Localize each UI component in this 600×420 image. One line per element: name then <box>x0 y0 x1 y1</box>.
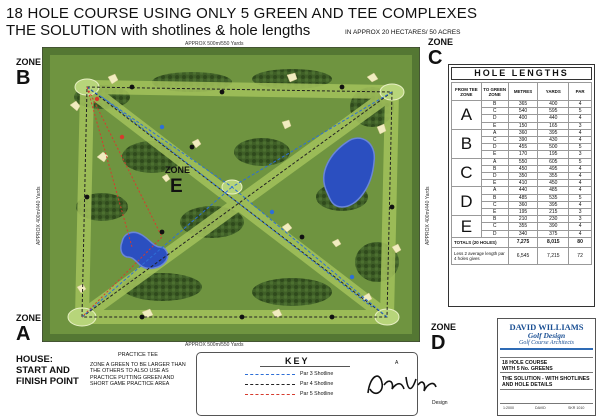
key-title: KEY <box>285 356 310 366</box>
table-cell: 165 <box>538 122 569 129</box>
title-block-divider-1 <box>500 357 593 358</box>
drawing-line-1: THE SOLUTION - WITH SHOTLINES <box>502 376 590 382</box>
practice-tee-label: PRACTICE TEE <box>118 352 158 358</box>
table-cell: 5 <box>569 144 592 151</box>
zone-a-note: ZONE A GREEN TO BE LARGER THAN THE OTHERS TO ALSO USE AS PRACTICE PUTTING GREEN AND SHORT GAME PRACTICE AREA <box>90 362 186 388</box>
row-par: 80 <box>569 237 592 247</box>
table-cell: 400 <box>508 115 538 122</box>
table-cell: 360 <box>508 129 538 136</box>
signature <box>360 363 440 403</box>
zone-b-prefix: ZONE <box>16 57 42 67</box>
brand-sub: Golf Design <box>527 331 566 340</box>
table-cell: 350 <box>508 173 538 180</box>
key-par5-label: Par 5 Shotline <box>300 391 334 397</box>
table-row <box>452 158 592 165</box>
table-row-tot <box>452 237 592 247</box>
house-note <box>16 354 79 387</box>
table-cell: 3 <box>569 151 592 158</box>
table-cell: 355 <box>508 223 538 230</box>
table-cell: 215 <box>538 209 569 216</box>
zone-d-prefix: ZONE <box>431 322 457 332</box>
zone-d-letter: D <box>431 332 446 354</box>
scale-value: 1:2000 <box>503 406 514 410</box>
table-cell: B <box>481 165 508 172</box>
table-cell: C <box>481 223 508 230</box>
header-par: PAR <box>569 83 592 101</box>
table-cell: 535 <box>538 194 569 201</box>
tee-zone-cell: B <box>452 129 482 158</box>
row-label: Less 2 average length par 4 holes gives <box>452 247 509 264</box>
table-cell: 595 <box>538 108 569 115</box>
row-metres: 7,275 <box>508 237 538 247</box>
tee-zone-cell: C <box>452 158 482 187</box>
hole-lengths-title: HOLE LENGTHS <box>451 67 592 80</box>
table-row <box>452 101 592 108</box>
table-row <box>452 187 592 194</box>
table-cell: 450 <box>538 180 569 187</box>
table-cell: 4 <box>569 101 592 108</box>
tee-zone-cell: A <box>452 101 482 130</box>
table-cell: 500 <box>538 144 569 151</box>
project-line-1: 18 HOLE COURSE <box>502 360 548 366</box>
table-cell: 4 <box>569 187 592 194</box>
title-block-divider-4 <box>500 403 593 404</box>
table-cell: 210 <box>508 216 538 223</box>
table-cell: 540 <box>508 108 538 115</box>
table-cell: 3 <box>569 216 592 223</box>
table-cell: A <box>481 129 508 136</box>
title-line-1: 18 HOLE COURSE USING ONLY 5 GREEN AND TEE COMPLEXES <box>6 5 478 22</box>
row-yards: 7,215 <box>538 247 569 264</box>
table-cell: C <box>481 201 508 208</box>
table-cell: D <box>481 173 508 180</box>
title-line-2-a: THE SOLUTION <box>6 22 122 39</box>
hole-lengths-table <box>451 82 592 265</box>
table-cell: 390 <box>538 223 569 230</box>
table-cell: 4 <box>569 137 592 144</box>
table-cell: 360 <box>508 201 538 208</box>
drawing-line-2: AND HOLE DETAILS <box>502 382 553 388</box>
title-block-divider-3 <box>500 389 593 390</box>
table-cell: 5 <box>569 158 592 165</box>
title-line-2 <box>6 22 310 39</box>
table-cell: 170 <box>508 151 538 158</box>
row-metres: 6,545 <box>508 247 538 264</box>
zone-e-label-letter: E <box>170 176 183 197</box>
table-cell: 4 <box>569 230 592 237</box>
zone-b-letter: B <box>16 67 31 89</box>
table-cell: 150 <box>508 122 538 129</box>
row-par: 72 <box>569 247 592 264</box>
table-cell: 365 <box>508 101 538 108</box>
dimension-right: APPROX 400m/440 Yards <box>425 186 431 245</box>
dimension-left: APPROX 400m/440 Yards <box>36 186 42 245</box>
table-cell: 340 <box>508 230 538 237</box>
brand-name: DAVID WILLIAMS <box>509 322 584 332</box>
table-header-row <box>452 83 592 101</box>
table-row <box>452 216 592 223</box>
table-cell: 430 <box>538 137 569 144</box>
table-cell: 5 <box>569 108 592 115</box>
table-cell: 3 <box>569 122 592 129</box>
table-cell: 485 <box>538 187 569 194</box>
row-label: TOTALS (20 HOLES) <box>452 237 509 247</box>
dimension-top: APPROX 500m/550 Yards <box>185 41 244 47</box>
table-cell: 4 <box>569 201 592 208</box>
key-par3-swatch <box>245 374 295 375</box>
table-cell: 550 <box>508 158 538 165</box>
tee-zone-cell: E <box>452 216 482 238</box>
table-cell: 4 <box>569 165 592 172</box>
signature-prefix: A <box>395 360 399 366</box>
key-divider <box>260 366 350 367</box>
table-cell: B <box>481 194 508 201</box>
table-cell: 455 <box>508 144 538 151</box>
title-block-divider-2 <box>500 372 593 373</box>
table-cell: D <box>481 115 508 122</box>
house-line-1: HOUSE: <box>16 354 53 365</box>
table-cell: 4 <box>569 129 592 136</box>
table-cell: 195 <box>508 209 538 216</box>
zone-a-letter: A <box>16 323 31 345</box>
table-cell: 355 <box>538 173 569 180</box>
table-cell: 4 <box>569 173 592 180</box>
zone-b-label <box>16 57 41 88</box>
key-par4-swatch <box>245 384 295 385</box>
row-yards: 8,015 <box>538 237 569 247</box>
table-cell: 4 <box>569 115 592 122</box>
table-cell: E <box>481 180 508 187</box>
zone-c-letter: C <box>428 47 443 69</box>
key-par3-label: Par 3 Shotline <box>300 371 334 377</box>
house-line-3: FINISH POINT <box>16 376 79 387</box>
table-cell: 485 <box>508 194 538 201</box>
header-yards: YARDS <box>538 83 569 101</box>
table-cell: 495 <box>538 165 569 172</box>
table-cell: C <box>481 137 508 144</box>
table-row-less <box>452 247 592 264</box>
brand-sub2: Golf Course Architects <box>519 340 574 346</box>
ref-value: SKR 1010 <box>568 406 585 410</box>
drawn-value: DAVID <box>535 406 546 410</box>
table-cell: E <box>481 151 508 158</box>
header-to: TO GREEN ZONE <box>481 83 508 101</box>
house-line-2: START AND <box>16 365 70 376</box>
table-cell: D <box>481 230 508 237</box>
brand-bar <box>500 348 593 350</box>
dimension-bottom: APPROX 500m/550 Yards <box>185 342 244 348</box>
table-cell: 440 <box>508 187 538 194</box>
project-line-2: WITH 5 No. GREENS <box>502 366 553 372</box>
title-line-2-b: with shotlines & hole lengths <box>121 22 311 39</box>
table-cell: 4 <box>569 180 592 187</box>
table-cell: 375 <box>538 230 569 237</box>
zone-a-prefix: ZONE <box>16 313 42 323</box>
designer-label: Design <box>432 400 448 406</box>
table-cell: D <box>481 144 508 151</box>
table-cell: 395 <box>538 129 569 136</box>
table-cell: C <box>481 108 508 115</box>
table-cell: 4 <box>569 223 592 230</box>
tee-zone-cell: D <box>452 187 482 216</box>
table-cell: A <box>481 158 508 165</box>
table-cell: 195 <box>538 151 569 158</box>
table-cell: 395 <box>538 201 569 208</box>
table-row <box>452 129 592 136</box>
table-cell: 3 <box>569 209 592 216</box>
table-cell: 230 <box>538 216 569 223</box>
zone-e-label-prefix: ZONE <box>165 165 191 175</box>
key-par4-label: Par 4 Shotline <box>300 381 334 387</box>
table-cell: 410 <box>508 180 538 187</box>
table-cell: E <box>481 209 508 216</box>
area-caption: IN APPROX 20 HECTARES/ 50 ACRES <box>345 29 461 36</box>
table-cell: 440 <box>538 115 569 122</box>
table-cell: 605 <box>538 158 569 165</box>
header-metres: METRES <box>508 83 538 101</box>
table-cell: 400 <box>538 101 569 108</box>
table-cell: A <box>481 187 508 194</box>
header-from: FROM TEE ZONE <box>452 83 482 101</box>
table-cell: 5 <box>569 194 592 201</box>
table-cell: 450 <box>508 165 538 172</box>
table-cell: E <box>481 122 508 129</box>
key-par5-swatch <box>245 394 295 395</box>
zone-d-label <box>431 322 456 353</box>
table-cell: B <box>481 216 508 223</box>
table-cell: B <box>481 101 508 108</box>
table-cell: 390 <box>508 137 538 144</box>
zone-c-prefix: ZONE <box>428 37 454 47</box>
zone-a-label <box>16 313 41 344</box>
course-plan <box>42 47 420 342</box>
